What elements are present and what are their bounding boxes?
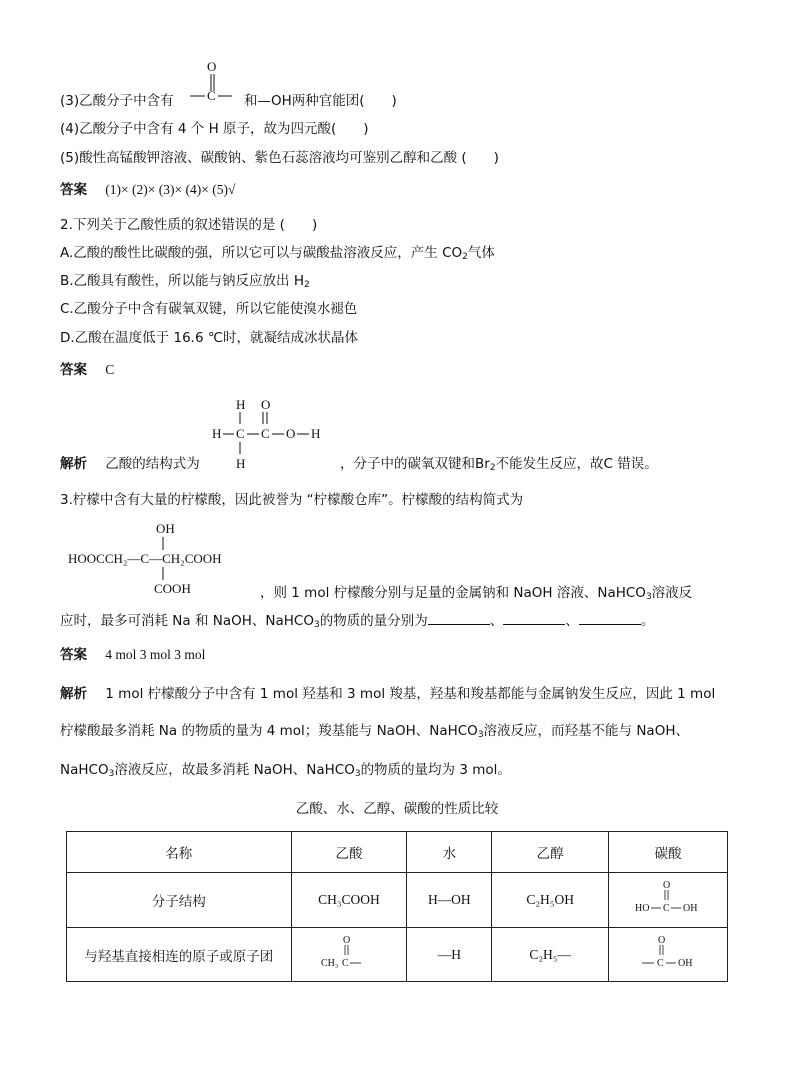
q3-line-3: 应时，最多可消耗 Na 和 NaOH、NaHCO$_3$的物质的量分别为 、 、 。	[60, 613, 655, 630]
header-acetic-acid: 乙酸	[291, 832, 407, 873]
svg-text:C: C	[341, 957, 349, 969]
carbonic-acid-structure	[633, 878, 703, 918]
svg-text:OH: OH	[678, 957, 693, 969]
header-water: 水	[407, 832, 492, 873]
answer-label: 答案	[60, 182, 87, 198]
q3-stem: 3.柠檬中含有大量的柠檬酸，因此被誉为 “柠檬酸仓库”。柠檬酸的结构简式为	[60, 492, 524, 508]
svg-text:C: C	[657, 957, 664, 969]
svg-text:C: C	[236, 426, 245, 441]
comparison-table	[66, 831, 728, 982]
svg-text:O: O	[658, 934, 666, 946]
blank-na[interactable]	[428, 612, 490, 625]
answer-text: 4 mol 3 mol 3 mol	[105, 647, 206, 662]
answer-text: (1)× (2)× (3)× (4)× (5)√	[105, 182, 236, 197]
q2-stem: 2.下列关于乙酸性质的叙述错误的是 ( )	[60, 217, 318, 233]
svg-text:C: C	[261, 426, 270, 441]
blank-nahco3[interactable]	[579, 612, 641, 625]
blank-naoh[interactable]	[503, 612, 565, 625]
citric-main-chain: HOOCCH₂—C—CH₂COOH	[68, 551, 222, 566]
svg-text:O: O	[342, 934, 351, 946]
svg-text:O: O	[261, 397, 271, 412]
table-row-structure	[67, 873, 728, 928]
carboxyl-group-cell	[609, 928, 728, 982]
svg-text:H: H	[236, 456, 246, 471]
svg-text:O: O	[663, 880, 671, 891]
carbonyl-c: C	[207, 88, 216, 103]
carbonyl-structure	[188, 59, 248, 103]
q1-item-4: (4)乙酸分子中含有 4 个 H 原子，故为四元酸( )	[60, 121, 369, 137]
table-title: 乙酸、水、乙醇、碳酸的性质比较	[295, 801, 499, 817]
q3-analysis-3: NaHCO$_3$溶液反应，故最多消耗 NaOH、NaHCO$_3$的物质的量均为 3 mol。	[60, 762, 511, 779]
q1-answer	[60, 181, 235, 199]
svg-text:OH: OH	[683, 903, 698, 914]
q3-line-2: ，则 1 mol 柠檬酸分别与足量的金属钠和 NaOH 溶液、NaHCO$_3$溶液反	[260, 585, 693, 602]
water-formula: H—OH	[407, 873, 492, 928]
analysis-label: 解析	[60, 686, 87, 702]
svg-text:H: H	[236, 397, 246, 412]
header-name: 名称	[67, 832, 292, 873]
q1-item-5: (5)酸性高锰酸钾溶液、碳酸钠、紫色石蕊溶液均可鉴别乙醇和乙酸 ( )	[60, 150, 499, 166]
carbonic-acid-structure-cell	[609, 873, 728, 928]
q2-answer	[60, 361, 114, 379]
q3-analysis-2: 柠檬酸最多消耗 Na 的物质的量为 4 mol；羧基能与 NaOH、NaHCO$_3$溶液反应，而羟基不能与 NaOH、	[60, 723, 689, 740]
header-carbonic-acid: 碳酸	[609, 832, 728, 873]
answer-label: 答案	[60, 647, 87, 663]
q3-answer	[60, 646, 205, 664]
q2-option-c: C.乙酸分子中含有碳氧双键，所以它能使溴水褪色	[60, 301, 358, 317]
acetyl-group	[319, 933, 379, 973]
citric-oh: OH	[156, 521, 175, 536]
ethanol-formula: C₂H₅OH	[492, 873, 609, 928]
table-row-group	[67, 928, 728, 982]
svg-text:H: H	[212, 426, 222, 441]
svg-text:HO: HO	[635, 903, 650, 914]
citric-acid-structure	[68, 518, 268, 598]
answer-text: C	[105, 362, 115, 377]
q1-item-3-tail: 和—OH两种官能团( )	[244, 93, 397, 109]
svg-text:O: O	[286, 426, 296, 441]
svg-text:H: H	[311, 426, 321, 441]
q2-option-a: A.乙酸的酸性比碳酸的强，所以它可以与碳酸盐溶液反应，产生 $CO_2$气体	[60, 245, 495, 262]
analysis-label: 解析	[60, 456, 87, 472]
row-label-group: 与羟基直接相连的原子或原子团	[67, 928, 292, 982]
acetic-acid-formula: CH₃COOH	[291, 873, 407, 928]
carboxyl-group	[638, 933, 698, 973]
q2-analysis: 解析 乙酸的结构式为	[60, 456, 200, 472]
q2-option-b: B.乙酸具有酸性，所以能与钠反应放出 $H_2$	[60, 273, 310, 290]
q2-option-d: D.乙酸在温度低于 16.6 ℃时，就凝结成冰状晶体	[60, 330, 358, 346]
citric-cooh: COOH	[154, 581, 191, 596]
q2-analysis-tail: ，分子中的碳氧双键和$Br_2$不能发生反应，故C 错误。	[340, 456, 658, 473]
table-header-row	[67, 832, 728, 873]
ethanol-group: C₂H₅—	[492, 928, 609, 982]
q1-item-3: (3)乙酸分子中含有	[60, 93, 174, 109]
row-label-structure: 分子结构	[67, 873, 292, 928]
acetic-acid-structural-formula	[210, 396, 330, 476]
water-group: —H	[407, 928, 492, 982]
svg-text:C: C	[663, 903, 670, 914]
svg-text:CH₃: CH₃	[320, 957, 339, 969]
answer-label: 答案	[60, 362, 87, 378]
header-ethanol: 乙醇	[492, 832, 609, 873]
q3-analysis-1: 解析 1 mol 柠檬酸分子中含有 1 mol 羟基和 3 mol 羧基，羟基和羧基都能与金属钠发生反应，因此 1 mol	[60, 686, 716, 702]
acetyl-group-cell	[291, 928, 407, 982]
carbonyl-o: O	[207, 59, 217, 74]
